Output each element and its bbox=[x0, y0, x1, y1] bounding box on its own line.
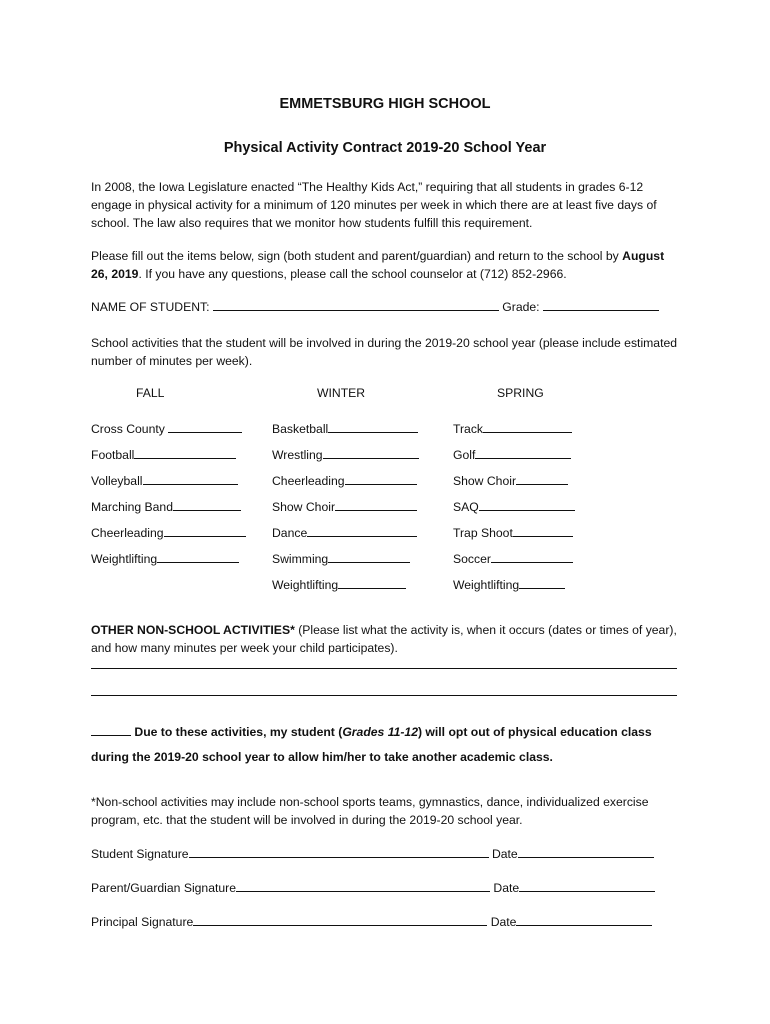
minutes-field[interactable] bbox=[513, 525, 573, 537]
principal-signature-field[interactable] bbox=[193, 914, 487, 926]
page-title: Physical Activity Contract 2019-20 School Year bbox=[223, 140, 547, 156]
principal-date-field[interactable] bbox=[516, 914, 652, 926]
minutes-field[interactable] bbox=[164, 525, 246, 537]
fall-item: Marching Band bbox=[91, 499, 241, 514]
other-activities-paragraph bbox=[91, 621, 681, 657]
minutes-field[interactable] bbox=[483, 421, 572, 433]
winter-item: Dance bbox=[272, 525, 417, 540]
minutes-field[interactable] bbox=[338, 577, 406, 589]
instructions-text: Please fill out the items below, sign (both student and parent/guardian) and return to the school by bbox=[91, 249, 619, 263]
school-name: EMMETSBURG HIGH SCHOOL bbox=[279, 96, 491, 112]
optout-initials-field[interactable] bbox=[91, 724, 131, 736]
optout-grades: Grades 11-12 bbox=[342, 725, 418, 739]
minutes-field[interactable] bbox=[307, 525, 417, 537]
parent-signature-label: Parent/Guardian Signature bbox=[91, 881, 236, 895]
student-name-label: NAME OF STUDENT: bbox=[91, 300, 210, 314]
minutes-field[interactable] bbox=[479, 499, 575, 511]
other-activities-line[interactable] bbox=[91, 668, 677, 669]
parent-signature-field[interactable] bbox=[236, 880, 490, 892]
student-signature-label: Student Signature bbox=[91, 847, 189, 861]
fall-item: Cheerleading bbox=[91, 525, 246, 540]
spring-item: SAQ bbox=[453, 499, 575, 514]
fall-item: Volleyball bbox=[91, 473, 238, 488]
fall-item: Weightlifting bbox=[91, 551, 239, 566]
spring-item: Trap Shoot bbox=[453, 525, 573, 540]
parent-date-field[interactable] bbox=[519, 880, 655, 892]
optout-statement-line2: during the 2019-20 school year to allow him/her to take another academic class. bbox=[91, 750, 553, 764]
fall-item: Football bbox=[91, 447, 236, 462]
minutes-field[interactable] bbox=[134, 447, 236, 459]
minutes-field[interactable] bbox=[335, 499, 417, 511]
spring-item: Track bbox=[453, 421, 572, 436]
spring-header: SPRING bbox=[497, 386, 544, 400]
winter-item: Weightlifting bbox=[272, 577, 406, 592]
fall-header: FALL bbox=[136, 386, 165, 400]
principal-signature-row bbox=[91, 914, 652, 929]
minutes-field[interactable] bbox=[519, 577, 565, 589]
student-name-field[interactable] bbox=[213, 299, 499, 311]
intro-paragraph: In 2008, the Iowa Legislature enacted “The Healthy Kids Act,” requiring that all students in grades 6-12 engage in physical activity for a minimum of 120 minutes per week in which there are at least five days of school. The law also requires that we monitor how students fulfill this requirement. bbox=[91, 180, 657, 230]
date-label: Date bbox=[493, 881, 520, 895]
minutes-field[interactable] bbox=[345, 473, 417, 485]
student-name-row bbox=[91, 299, 659, 314]
winter-item: Wrestling bbox=[272, 447, 419, 462]
minutes-field[interactable] bbox=[173, 499, 241, 511]
student-signature-row bbox=[91, 846, 654, 861]
spring-item: Soccer bbox=[453, 551, 573, 566]
fall-item: Cross County bbox=[91, 421, 242, 436]
student-signature-field[interactable] bbox=[189, 846, 489, 858]
winter-item: Basketball bbox=[272, 421, 418, 436]
student-date-field[interactable] bbox=[518, 846, 654, 858]
footnote: *Non-school activities may include non-school sports teams, gymnastics, dance, individualized exercise program, etc. that the student will be involved in during the 2019-20 school year. bbox=[91, 795, 649, 827]
grade-field[interactable] bbox=[543, 299, 659, 311]
other-activities-heading: OTHER NON-SCHOOL ACTIVITIES* bbox=[91, 623, 295, 637]
date-label: Date bbox=[490, 915, 517, 929]
minutes-field[interactable] bbox=[323, 447, 419, 459]
spring-item: Show Choir bbox=[453, 473, 568, 488]
due-date: August 26, 2019 bbox=[91, 249, 665, 281]
minutes-field[interactable] bbox=[516, 473, 568, 485]
spring-item: Golf bbox=[453, 447, 571, 462]
minutes-field[interactable] bbox=[475, 447, 571, 459]
other-activities-line[interactable] bbox=[91, 695, 677, 696]
minutes-field[interactable] bbox=[143, 473, 238, 485]
minutes-field[interactable] bbox=[328, 551, 410, 563]
winter-item: Show Choir bbox=[272, 499, 417, 514]
spring-item: Weightlifting bbox=[453, 577, 565, 592]
winter-item: Cheerleading bbox=[272, 473, 417, 488]
grade-label: Grade: bbox=[502, 300, 540, 314]
minutes-field[interactable] bbox=[157, 551, 239, 563]
principal-signature-label: Principal Signature bbox=[91, 915, 194, 929]
date-label: Date bbox=[491, 847, 518, 861]
instructions-paragraph bbox=[91, 247, 681, 283]
winter-header: WINTER bbox=[317, 386, 366, 400]
instructions-rest: . If you have any questions, please call the school counselor at (712) 852-2966. bbox=[138, 267, 567, 281]
minutes-field[interactable] bbox=[491, 551, 573, 563]
optout-statement: Due to these activities, my student (Grades 11-12) will opt out of physical education class bbox=[91, 724, 652, 739]
winter-item: Swimming bbox=[272, 551, 410, 566]
other-activities-text: (Please list what the activity is, when it occurs (dates or times of year), and how many minutes per week your child participates). bbox=[91, 623, 677, 655]
parent-signature-row bbox=[91, 880, 655, 895]
activities-prompt: School activities that the student will be involved in during the 2019-20 school year (please include estimated number of minutes per week). bbox=[91, 336, 678, 368]
minutes-field[interactable] bbox=[328, 421, 418, 433]
minutes-field[interactable] bbox=[168, 421, 242, 433]
